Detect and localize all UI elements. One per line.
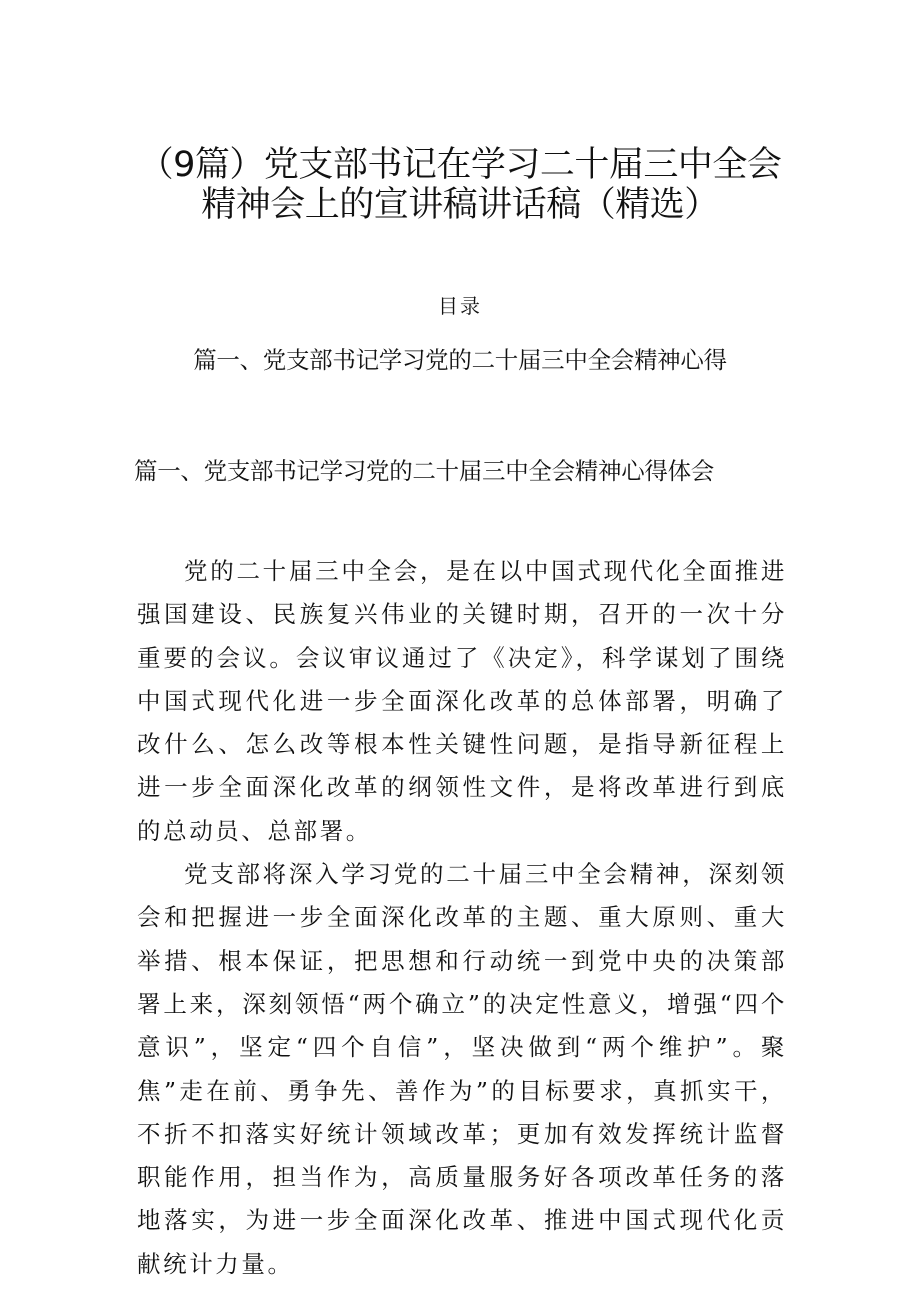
section-heading: 篇一、党支部书记学习党的二十届三中全会精神心得体会 [134, 457, 714, 485]
toc-label: 目录 [438, 294, 482, 318]
paragraph-1: 党的二十届三中全会，是在以中国式现代化全面推进强国建设、民族复兴伟业的关键时期，召开的一次十分重要的会议。会议审议通过了《决定》，科学谋划了围绕中国式现代化进一步全面深化改革的总体部署，明确了改什么、怎么改等根本性关键性问题，是指导新征程上进一步全面深化改革的纲领性文件，是将改革进行到底的总动员、总部署。 [137, 557, 787, 845]
document-title-line-1: （9篇）党支部书记在学习二十届三中全会 [138, 145, 782, 185]
paragraph-2: 党支部将深入学习党的二十届三中全会精神，深刻领会和把握进一步全面深化改革的主题、重大原则、重大举措、根本保证，把思想和行动统一到党中央的决策部署上来，深刻领悟“两个确立”的决定性意义，增强“四个意识”，坚定“四个自信”，坚决做到“两个维护”。聚焦”走在前、勇争先、善作为”的目标要求，真抓实干，不折不扣落实好统计领域改革；更加有效发挥统计监督职能作用，担当作为，高质量服务好各项改革任务的落地落实，为进一步全面深化改革、推进中国式现代化贡献统计力量。 [137, 860, 787, 1278]
toc-item-1[interactable]: 篇一、党支部书记学习党的二十届三中全会精神心得 [193, 346, 727, 374]
document-title-line-2: 精神会上的宣讲稿讲话稿（精选） [201, 185, 719, 225]
body-text [137, 550, 787, 1286]
